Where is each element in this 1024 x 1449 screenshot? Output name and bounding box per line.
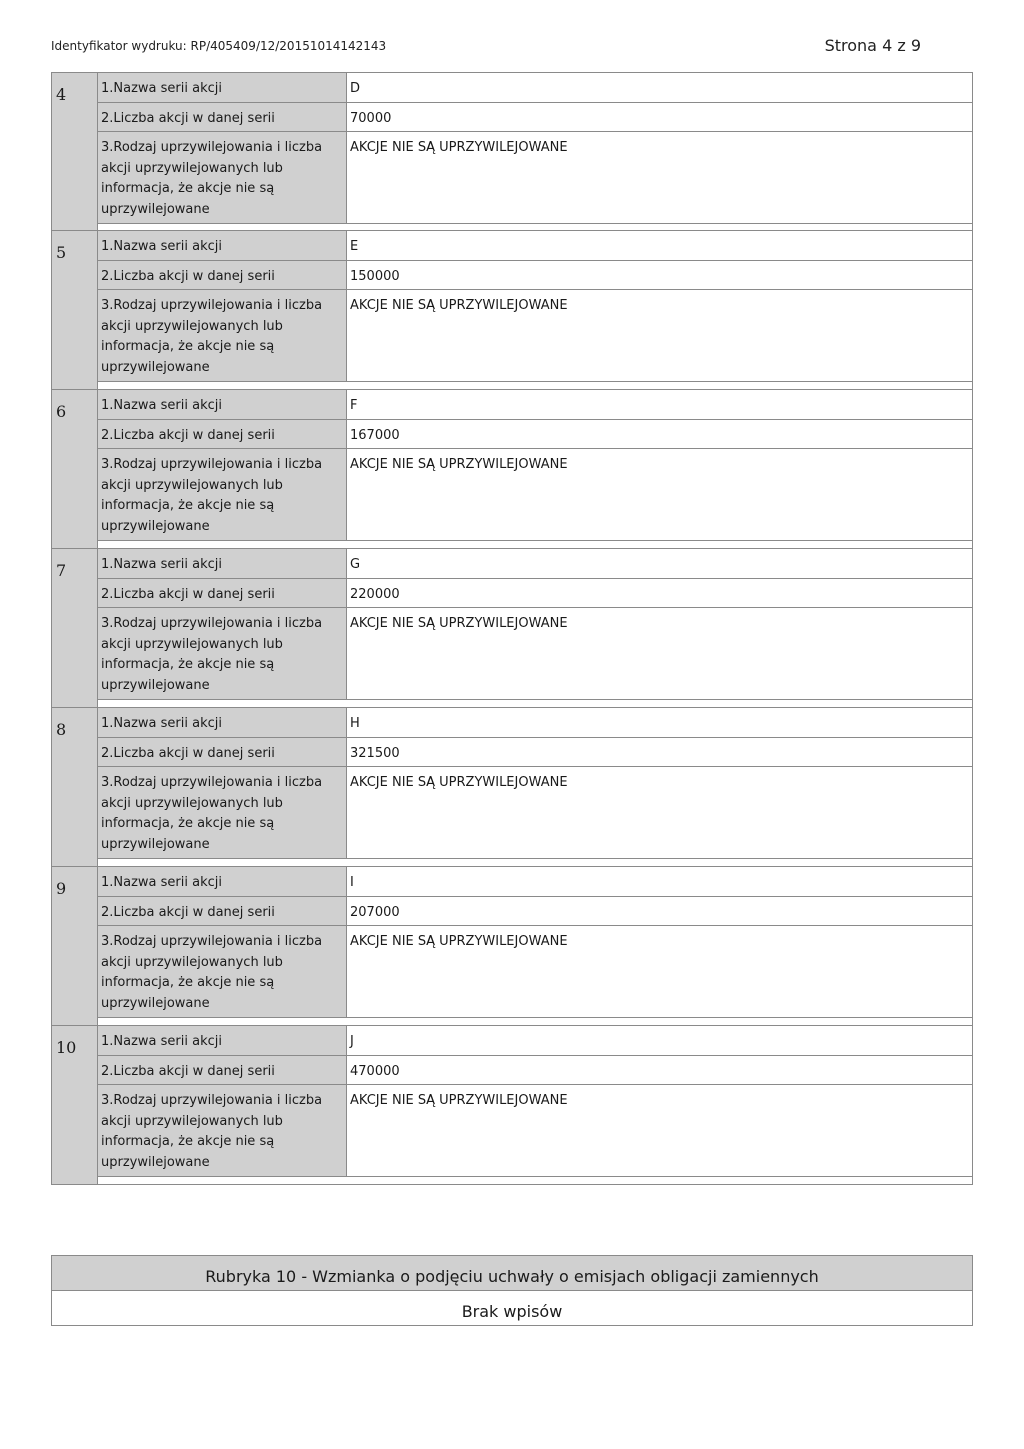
series-name-label: 1.Nazwa serii akcji	[98, 73, 347, 102]
share-series-entry	[51, 867, 973, 1026]
entry-number: 8	[52, 708, 98, 866]
share-count-row	[98, 897, 972, 926]
share-count-label: 2.Liczba akcji w danej serii	[98, 103, 347, 131]
series-name-row	[98, 73, 972, 103]
share-count-value: 220000	[350, 587, 400, 602]
privilege-row	[98, 132, 972, 224]
entry-number: 6	[52, 390, 98, 548]
privilege-value: AKCJE NIE SĄ UPRZYWILEJOWANE	[350, 457, 568, 472]
series-name-value: I	[350, 875, 354, 890]
series-name-row	[98, 708, 972, 738]
entry-number: 7	[52, 549, 98, 707]
series-name-value: D	[350, 81, 361, 96]
series-name-label: 1.Nazwa serii akcji	[98, 549, 347, 578]
share-count-label: 2.Liczba akcji w danej serii	[98, 738, 347, 766]
series-name-label: 1.Nazwa serii akcji	[98, 1026, 347, 1055]
rubryka-body: Brak wpisów	[461, 1302, 563, 1321]
privilege-value: AKCJE NIE SĄ UPRZYWILEJOWANE	[350, 1093, 568, 1108]
page-number: Strona 4 z 9	[824, 36, 921, 55]
privilege-label: 3.Rodzaj uprzywilejowania i liczba akcji uprzywilejowanych lub informacja, że akcje nie są uprzywilejowane	[98, 449, 347, 540]
series-name-row	[98, 549, 972, 579]
page-header	[51, 36, 921, 58]
series-name-value: J	[350, 1034, 354, 1049]
share-count-value: 207000	[350, 905, 400, 920]
privilege-value: AKCJE NIE SĄ UPRZYWILEJOWANE	[350, 298, 568, 313]
privilege-label: 3.Rodzaj uprzywilejowania i liczba akcji uprzywilejowanych lub informacja, że akcje nie są uprzywilejowane	[98, 608, 347, 699]
privilege-value: AKCJE NIE SĄ UPRZYWILEJOWANE	[350, 616, 568, 631]
share-count-label: 2.Liczba akcji w danej serii	[98, 1056, 347, 1084]
share-count-value: 70000	[350, 111, 392, 126]
privilege-value: AKCJE NIE SĄ UPRZYWILEJOWANE	[350, 775, 568, 790]
privilege-value: AKCJE NIE SĄ UPRZYWILEJOWANE	[350, 140, 568, 155]
series-name-label: 1.Nazwa serii akcji	[98, 231, 347, 260]
entry-number: 4	[52, 73, 98, 230]
share-series-entry	[51, 549, 973, 708]
series-name-label: 1.Nazwa serii akcji	[98, 390, 347, 419]
privilege-row	[98, 608, 972, 700]
share-count-label: 2.Liczba akcji w danej serii	[98, 579, 347, 607]
privilege-label: 3.Rodzaj uprzywilejowania i liczba akcji uprzywilejowanych lub informacja, że akcje nie są uprzywilejowane	[98, 1085, 347, 1176]
privilege-label: 3.Rodzaj uprzywilejowania i liczba akcji uprzywilejowanych lub informacja, że akcje nie są uprzywilejowane	[98, 290, 347, 381]
privilege-row	[98, 449, 972, 541]
series-name-row	[98, 1026, 972, 1056]
share-count-value: 470000	[350, 1064, 400, 1079]
share-count-value: 150000	[350, 269, 400, 284]
share-count-label: 2.Liczba akcji w danej serii	[98, 897, 347, 925]
share-count-row	[98, 420, 972, 449]
share-count-row	[98, 1056, 972, 1085]
rubryka-title: Rubryka 10 - Wzmianka o podjęciu uchwały o emisjach obligacji zamiennych	[52, 1256, 972, 1291]
share-count-row	[98, 261, 972, 290]
share-series-entry	[51, 72, 973, 231]
privilege-label: 3.Rodzaj uprzywilejowania i liczba akcji uprzywilejowanych lub informacja, że akcje nie są uprzywilejowane	[98, 926, 347, 1017]
privilege-label: 3.Rodzaj uprzywilejowania i liczba akcji uprzywilejowanych lub informacja, że akcje nie są uprzywilejowane	[98, 767, 347, 858]
series-name-row	[98, 231, 972, 261]
privilege-row	[98, 290, 972, 382]
series-name-row	[98, 867, 972, 897]
share-series-entry	[51, 1026, 973, 1185]
share-count-row	[98, 738, 972, 767]
privilege-row	[98, 767, 972, 859]
privilege-label: 3.Rodzaj uprzywilejowania i liczba akcji uprzywilejowanych lub informacja, że akcje nie są uprzywilejowane	[98, 132, 347, 223]
series-name-label: 1.Nazwa serii akcji	[98, 867, 347, 896]
privilege-row	[98, 1085, 972, 1177]
entry-number: 10	[52, 1026, 98, 1184]
share-series-entry	[51, 390, 973, 549]
share-count-row	[98, 103, 972, 132]
share-count-label: 2.Liczba akcji w danej serii	[98, 420, 347, 448]
entry-number: 5	[52, 231, 98, 389]
share-count-label: 2.Liczba akcji w danej serii	[98, 261, 347, 289]
privilege-value: AKCJE NIE SĄ UPRZYWILEJOWANE	[350, 934, 568, 949]
entry-number: 9	[52, 867, 98, 1025]
share-series-table	[51, 72, 973, 1185]
series-name-value: H	[350, 716, 360, 731]
share-count-value: 167000	[350, 428, 400, 443]
document-id: Identyfikator wydruku: RP/405409/12/20151014142143	[51, 39, 387, 53]
series-name-value: F	[350, 398, 358, 413]
series-name-row	[98, 390, 972, 420]
series-name-label: 1.Nazwa serii akcji	[98, 708, 347, 737]
privilege-row	[98, 926, 972, 1018]
series-name-value: G	[350, 557, 361, 572]
share-series-entry	[51, 231, 973, 390]
rubryka-section	[51, 1255, 973, 1326]
share-series-entry	[51, 708, 973, 867]
share-count-row	[98, 579, 972, 608]
share-count-value: 321500	[350, 746, 400, 761]
series-name-value: E	[350, 239, 359, 254]
